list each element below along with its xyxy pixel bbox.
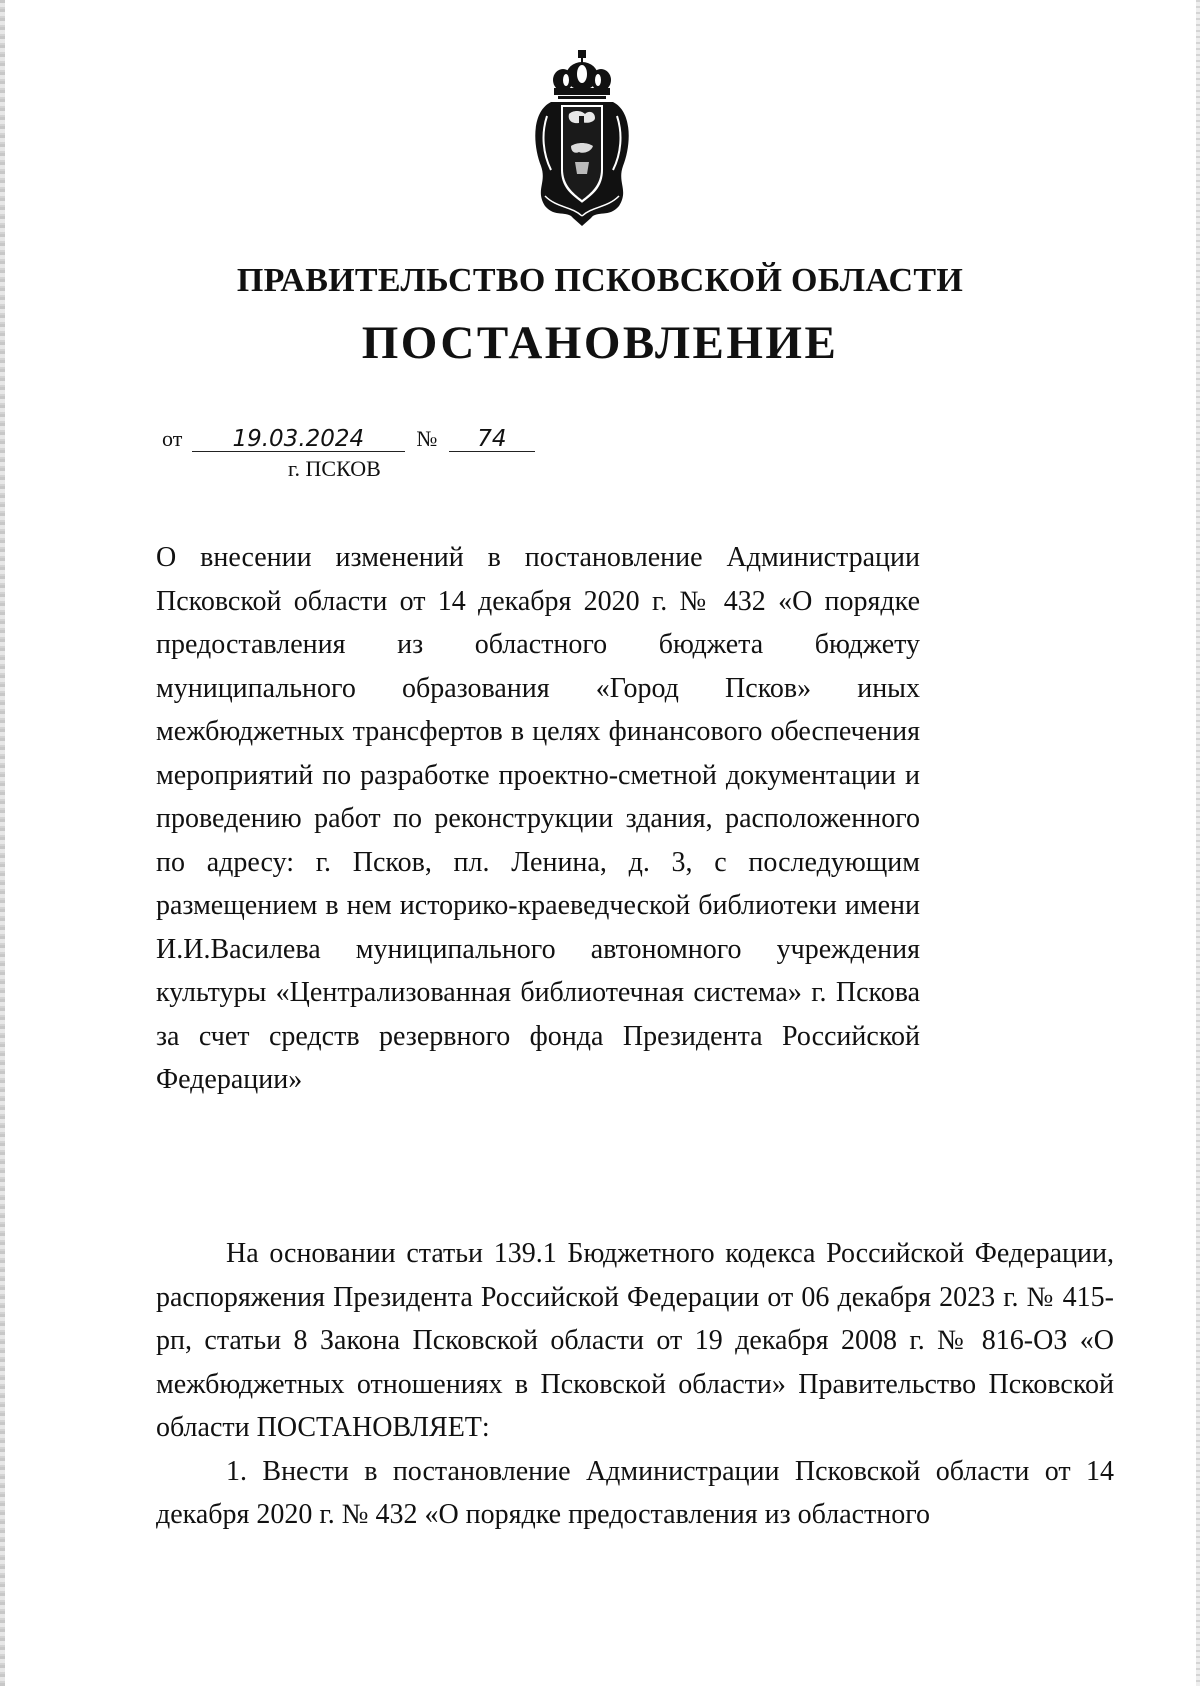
item-1-paragraph: 1. Внести в постановление Администрации Псковской области от 14 декабря 2020 г. № 432 «О порядке предоставления из областного: [156, 1455, 1114, 1530]
scan-edge-left: [0, 0, 5, 1686]
city-label: г. ПСКОВ: [288, 456, 381, 481]
number-label: №: [416, 426, 438, 451]
organization-title: ПРАВИТЕЛЬСТВО ПСКОВСКОЙ ОБЛАСТИ: [236, 262, 964, 299]
document-date: 19.03.2024: [192, 427, 405, 452]
document-subject: О внесении изменений в постановление Администрации Псковской области от 14 декабря 2020 г. № 432 «О порядке предоставления из областного бюджета бюджету муниципального образования «Город Псков» иных межбюджетных трансфертов в целях финансового обеспечения мероприятий по разработке проектно-сметной документации и проведению работ по реконструкции здания, расположенного по адресу: г. Псков, пл. Ленина, д. 3, с последующим размещением в нем историко-краеведческой библиотеки имени И.И.Василева муниципального автономного учреждения культуры «Централизованная библиотечная система» г. Пскова за счет средств резервного фонда Президента Российской Федерации»: [156, 542, 920, 1095]
dateline: [162, 426, 535, 452]
coat-of-arms-icon: [527, 50, 637, 230]
preamble-paragraph: На основании статьи 139.1 Бюджетного кодекса Российской Федерации, распоряжения Президента Российской Федерации от 06 декабря 2023 г. № 415-рп, статьи 8 Закона Псковской области от 19 декабря 2008 г. № 816-ОЗ «О межбюджетных отношениях в Псковской области» Правительство Псковской области ПОСТАНОВЛЯЕТ:: [156, 1238, 1114, 1443]
document-body: [156, 1232, 1114, 1537]
from-label: от: [162, 426, 183, 451]
document-type-title: ПОСТАНОВЛЕНИЕ: [361, 317, 839, 369]
document-number: 74: [449, 427, 535, 452]
scan-edge-right: [1196, 0, 1200, 1686]
